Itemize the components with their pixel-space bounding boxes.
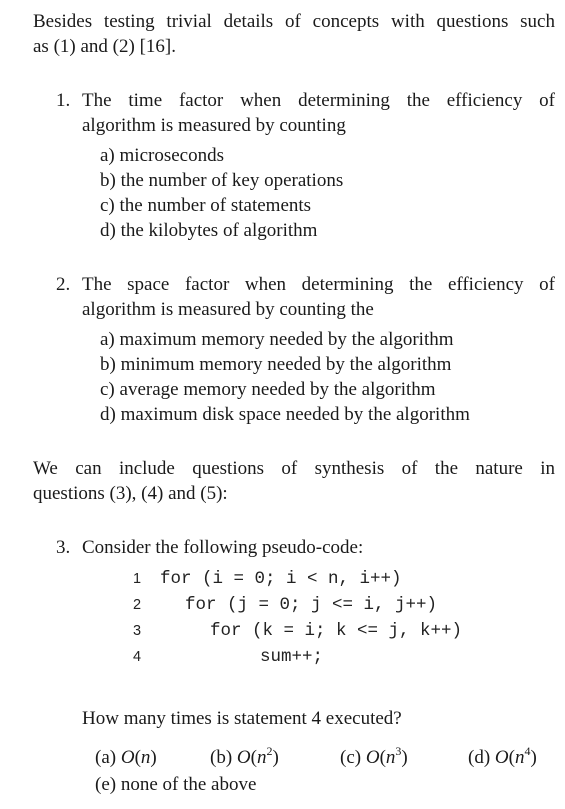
q3-answer-a-label: (a) (95, 747, 117, 768)
intro-line-1: Besides testing trivial details of concepts with questions such (33, 11, 555, 32)
code-line-1: for (i = 0; i < n, i++) (160, 569, 402, 589)
q3-answer-d-base: n (514, 747, 525, 768)
q2-option-a-label: a) (100, 329, 115, 350)
q1-option-a-text: microseconds (119, 145, 224, 166)
q2-option-a (100, 329, 454, 351)
intro-line-2: as (1) and (2) [16]. (33, 36, 176, 57)
q3-answer-e: (e) none of the above (95, 774, 257, 795)
q1-option-b (100, 170, 343, 192)
q1-option-d-text: the kilobytes of algorithm (120, 220, 318, 241)
code-line-4: sum++; (260, 647, 324, 667)
q3-answer-b: (b) $O(n^2)$ (210, 743, 279, 768)
q2-stem-line-2: algorithm is measured by counting the (82, 299, 374, 320)
code-line-number-3: 3 (133, 623, 142, 639)
q1-option-b-text: the number of key operations (120, 170, 344, 191)
q3-answer-c: (c) $O(n^3)$ (340, 743, 408, 768)
q3-answer-b-exp: 2 (266, 743, 273, 758)
q2-option-d-label: d) (100, 404, 116, 425)
q2-stem-line-1: The space factor when determining the efficiency of (82, 274, 555, 295)
synthesis-line-1: We can include questions of synthesis of the nature in (33, 458, 555, 479)
q1-stem-line-1: The time factor when determining the efficiency of (82, 90, 555, 111)
q3-answer-a: (a) O(n) (95, 747, 157, 768)
code-line-2: for (j = 0; j <= i, j++) (185, 595, 438, 615)
q3-answer-b-label: (b) (210, 747, 233, 768)
code-line-number-1: 1 (133, 571, 142, 587)
q1-option-c-text: the number of statements (119, 195, 312, 216)
q1-option-b-label: b) (100, 170, 116, 191)
code-line-3: for (k = i; k <= j, k++) (210, 621, 463, 641)
code-line-number-2: 2 (133, 597, 142, 613)
q1-option-d (100, 220, 317, 242)
q3-answer-d: (d) $O(n^4)$ (468, 743, 537, 768)
q2-option-b-label: b) (100, 354, 116, 375)
q1-option-a (100, 145, 224, 167)
q2-option-d (100, 404, 470, 426)
q2-option-a-text: maximum memory needed by the algorithm (119, 329, 454, 350)
q1-option-d-label: d) (100, 220, 116, 241)
q2-option-c (100, 379, 436, 401)
q3-question: How many times is statement 4 executed? (82, 708, 402, 729)
q2-option-c-text: average memory needed by the algorithm (119, 379, 436, 400)
q3-answer-c-label: (c) (340, 747, 362, 768)
q1-stem-line-2: algorithm is measured by counting (82, 115, 346, 136)
q3-number: 3. (56, 537, 71, 558)
q3-answer-a-base: n (140, 747, 151, 768)
q3-answer-b-base: n (256, 747, 267, 768)
q2-option-d-text: maximum disk space needed by the algorithm (120, 404, 470, 425)
q2-option-b-text: minimum memory needed by the algorithm (120, 354, 452, 375)
q2-option-c-label: c) (100, 379, 115, 400)
q3-answer-d-exp: 4 (524, 743, 531, 758)
q3-answer-c-base: n (385, 747, 396, 768)
code-line-number-4: 4 (133, 649, 142, 665)
q2-number: 2. (56, 274, 71, 295)
q3-answer-c-exp: 3 (395, 743, 402, 758)
q1-option-c-label: c) (100, 195, 115, 216)
q3-answer-d-label: (d) (468, 747, 491, 768)
synthesis-line-2: questions (3), (4) and (5): (33, 483, 228, 504)
q1-option-c (100, 195, 311, 217)
q1-option-a-label: a) (100, 145, 115, 166)
q2-option-b (100, 354, 451, 376)
q3-intro: Consider the following pseudo-code: (82, 537, 364, 558)
q1-number: 1. (56, 90, 71, 111)
